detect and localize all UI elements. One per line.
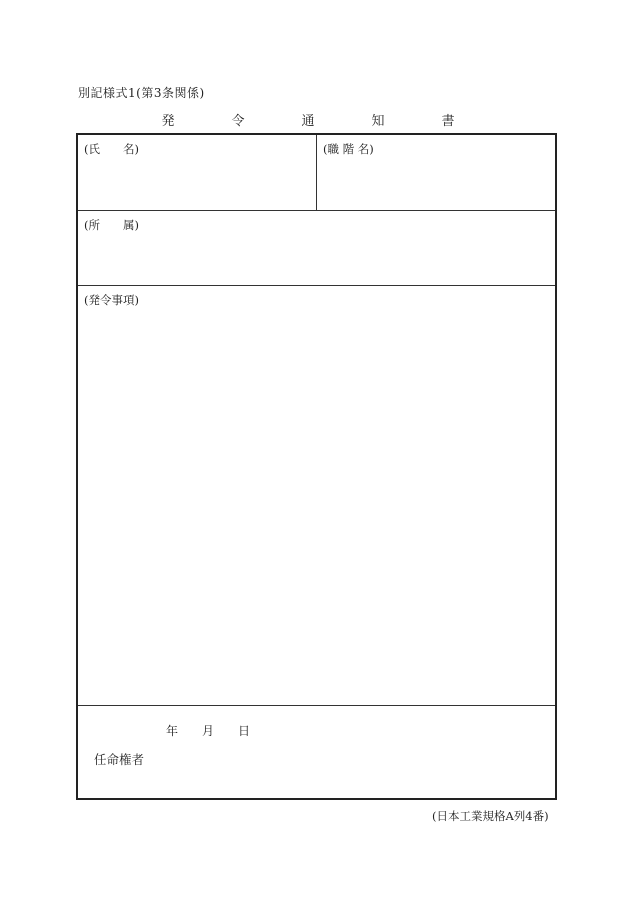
form-reference: 別記様式1(第3条関係) xyxy=(78,86,205,100)
appointment-form xyxy=(76,133,557,800)
column-divider xyxy=(316,135,317,211)
name-field-label: (氏 名) xyxy=(84,142,139,156)
signature-row xyxy=(78,706,555,798)
appointment-details-row xyxy=(78,286,555,706)
name-rank-row xyxy=(78,135,555,211)
document-title: 発 令 通 知 書 xyxy=(161,114,477,129)
date-line: 年 月 日 xyxy=(166,724,251,738)
paper-size-note: (日本工業規格A列4番) xyxy=(432,809,549,823)
details-field-label: (発令事項) xyxy=(84,293,139,307)
rank-field-label: (職 階 名) xyxy=(323,142,374,156)
affiliation-field-label: (所 属) xyxy=(84,218,139,232)
appointer-label: 任命権者 xyxy=(94,752,145,767)
affiliation-row xyxy=(78,211,555,286)
